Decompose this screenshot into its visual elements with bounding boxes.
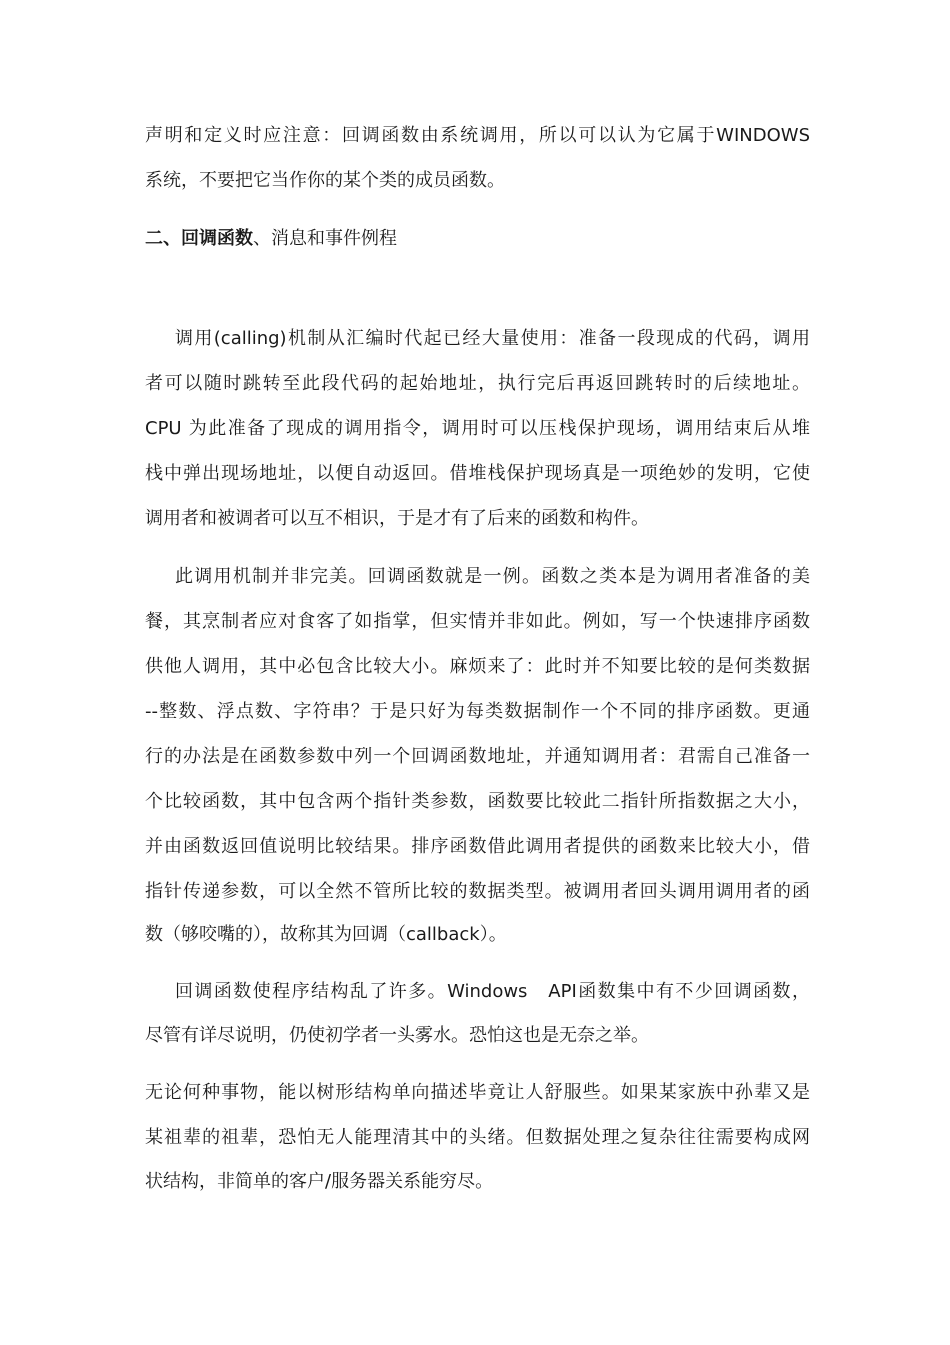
section-heading-bold: 二、回调函数: [145, 228, 253, 249]
section-heading-rest: 、消息和事件例程: [253, 228, 397, 249]
paragraph-2-line: 行的办法是在函数参数中列一个回调函数地址，并通知调用者：君需自己准备一: [145, 746, 810, 767]
paragraph-2-line: 供他人调用，其中必包含比较大小。麻烦来了：此时并不知要比较的是何类数据: [145, 656, 810, 677]
paragraph-2-line: 此调用机制并非完美。回调函数就是一例。函数之类本是为调用者准备的美: [175, 566, 810, 587]
paragraph-2-line: 指针传递参数，可以全然不管所比较的数据类型。被调用者回头调用调用者的函: [145, 881, 810, 902]
intro-line: 系统，不要把它当作你的某个类的成员函数。: [145, 170, 505, 191]
paragraph-3-line: 尽管有详尽说明，仍使初学者一头雾水。恐怕这也是无奈之举。: [145, 1025, 649, 1046]
paragraph-4-line: 无论何种事物，能以树形结构单向描述毕竟让人舒服些。如果某家族中孙辈又是: [145, 1082, 810, 1103]
paragraph-1-line: 者可以随时跳转至此段代码的起始地址，执行完后再返回跳转时的后续地址。: [145, 373, 810, 394]
paragraph-1-line: 调用(calling)机制从汇编时代起已经大量使用：准备一段现成的代码，调用: [175, 328, 810, 349]
paragraph-2-line: 餐，其烹制者应对食客了如指掌，但实情并非如此。例如，写一个快速排序函数: [145, 611, 810, 632]
paragraph-2-line: 并由函数返回值说明比较结果。排序函数借此调用者提供的函数来比较大小，借: [145, 836, 810, 857]
paragraph-2-line: 数（够咬嘴的），故称其为回调（callback）。: [145, 924, 507, 945]
paragraph-3-line: 回调函数使程序结构乱了许多。Windows API函数集中有不少回调函数，: [175, 981, 810, 1002]
paragraph-4-line: 某祖辈的祖辈，恐怕无人能理清其中的头绪。但数据处理之复杂往往需要构成网: [145, 1127, 810, 1148]
paragraph-1-line: 调用者和被调者可以互不相识，于是才有了后来的函数和构件。: [145, 508, 649, 529]
section-heading: [145, 227, 810, 251]
paragraph-2-line: --整数、浮点数、字符串？于是只好为每类数据制作一个不同的排序函数。更通: [145, 701, 810, 722]
paragraph-1-line: CPU 为此准备了现成的调用指令，调用时可以压栈保护现场，调用结束后从堆: [145, 418, 810, 439]
paragraph-2-line: 个比较函数，其中包含两个指针类参数，函数要比较此二指针所指数据之大小，: [145, 791, 810, 812]
paragraph-1-line: 栈中弹出现场地址，以便自动返回。借堆栈保护现场真是一项绝妙的发明，它使: [145, 463, 810, 484]
intro-line: 声明和定义时应注意：回调函数由系统调用，所以可以认为它属于WINDOWS: [145, 125, 810, 146]
paragraph-4-line: 状结构，非简单的客户/服务器关系能穷尽。: [145, 1171, 494, 1192]
